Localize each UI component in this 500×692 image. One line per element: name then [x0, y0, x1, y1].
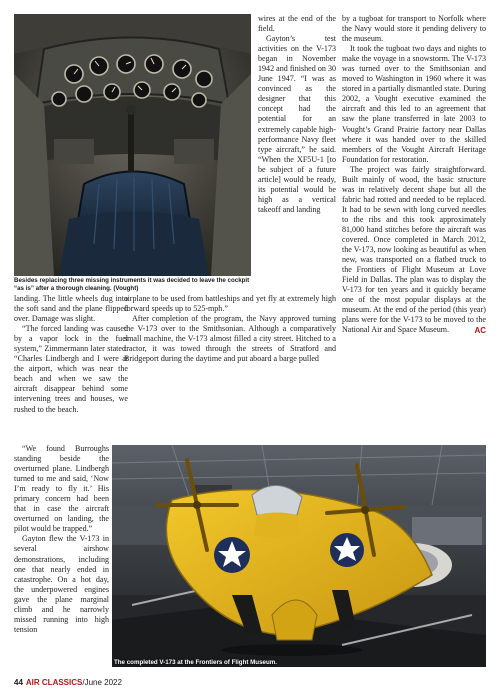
- page-number: 44: [14, 678, 23, 687]
- article-column-left-lower: [14, 444, 109, 674]
- issue-date: /June 2022: [82, 678, 122, 687]
- museum-photo-caption: The completed V-173 at the Frontiers of Flight Museum.: [114, 659, 277, 666]
- cockpit-photo-caption: Besides replacing three missing instruments it was decided to leave the cockpit “as is” after a thorough cleaning. (Vought): [14, 277, 250, 292]
- page-footer: [14, 678, 122, 687]
- paragraph: wires at the end of the field.: [258, 14, 336, 34]
- paragraph: “We found Burroughs standing beside the overturned plane. Lindbergh turned to me and said, ‘Now I’m ready to fly it.’ His primary concern had been that in case the aircraft overturned on landing, the pilot would be trapped.”: [14, 444, 109, 534]
- paragraph: by a tugboat for transport to Norfolk where the Navy would store it pending delivery to the museum.: [342, 14, 486, 44]
- magazine-title: AIR CLASSICS: [25, 678, 83, 687]
- paragraph-text: The project was fairly straightforward. Built mainly of wood, the basic structure was in relatively decent shape but all the fabric had rotted and needed to be replaced. It had to be sewn with long curved needles to the ribs and this took approximately 81,000 hand stitches before the aircraft was covered. Once completed in March 2012, the V-173, now looking as beautiful as when new, was transported on a flatbed truck to the Frontiers of Flight Museum at Love Field in Dallas. The plan was to display the V-173 for ten years and it quickly became one of the most popular displays at the museum. At the end of the period (this year) plans were for the V-173 to be moved to the National Air and Space Museum.: [342, 164, 486, 335]
- paragraph: [342, 165, 486, 336]
- article-column-right: [342, 14, 486, 442]
- paragraph: Gayton’s test activities on the V-173 began in November 1942 and finished on 30 June 1947. “I was as convinced as the designer that this concept had the potential for an extremely capable high-performance Navy fleet type aircraft,” he said. “When the XF5U-1 [to be subject of a future article] would be ready, its potential would be high as a vertical takeoff and landing: [258, 34, 336, 214]
- cockpit-photo: [14, 14, 251, 276]
- paragraph: airplane to be used from battleships and yet fly at extremely high forward speeds up to 525-mph.”: [124, 294, 336, 314]
- paragraph: Gayton flew the V-173 in several airshow demonstrations, including one that nearly ended in catastrophe. On a hot day, the underpowered engines gave the plane marginal climb and he narrowly missed running into high tension: [14, 534, 109, 634]
- roundel-right: [330, 533, 364, 567]
- paragraph: “The forced landing was caused by a vapor lock in the fuel system,” Zimmermann later stated. “Charles Lindbergh and I were at the airport, which was near the beach and when we saw the aircraft disappear behind some intervening trees and houses, we rushed to the beach.: [14, 324, 128, 414]
- article-column-left-upper: [14, 294, 128, 444]
- v173-museum-illustration: [112, 445, 486, 667]
- paragraph: It took the tugboat two days and nights to make the voyage in a snowstorm. The V-173 was turned over to the Smithsonian and moved to Washington in 1960 where it was stored in a partially dismantled state. During 2002, a Vought executive examined the aircraft and this led to an agreement that saw the plane transferred in late 2003 to Vought’s Grand Prairie factory near Dallas where it was handed over to the skilled members of the Vought Aircraft Heritage Foundation for restoration.: [342, 44, 486, 164]
- museum-photo: [112, 445, 486, 667]
- article-end-mark: AC: [474, 326, 486, 336]
- paragraph: After completion of the program, the Navy approved turning the V-173 over to the Smithsonian. Although a comparatively small machine, the V-173 almost filled a city street. Hitched to a tractor, it was towed through the streets of Stratford and Bridgeport during the daytime and put aboard a barge pulled: [124, 314, 336, 364]
- cockpit-illustration: [14, 14, 251, 276]
- paragraph: landing. The little wheels dug into the soft sand and the plane flipped over. Damage was slight.: [14, 294, 128, 324]
- article-column-middle-upper: [258, 14, 336, 296]
- article-column-middle-lower: [124, 294, 336, 444]
